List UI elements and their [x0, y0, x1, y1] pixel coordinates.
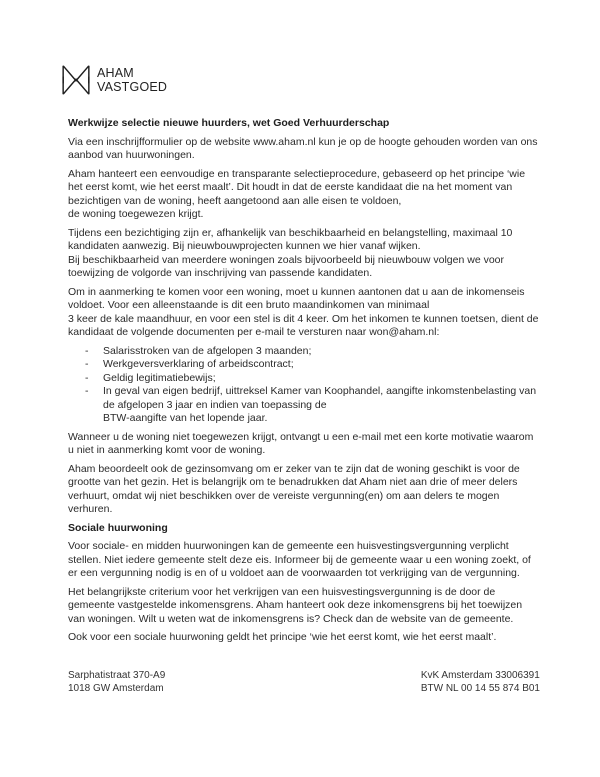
footer-address-street: Sarphatistraat 370-A9: [68, 670, 166, 681]
paragraph-income-requirement: Om in aanmerking te komen voor een woning, moet u kunnen aantonen dat u aan de inkomenseis voldoet. Voor een alleenstaande is dit een bruto maandinkomen van minimaal 3 keer de kale maandhuur, en voor een stel is dit 4 keer. Om het inkomen te kunnen toetsen, dient de kandidaat de volgende documenten per e-mail te versturen naar won@aham.nl:: [68, 285, 539, 338]
paragraph-social-principle: Ook voor een sociale huurwoning geldt het principe ‘wie het eerst komt, wie het eerst maalt’.: [68, 631, 497, 643]
list-item-text: Werkgeversverklaring of arbeidscontract;: [103, 358, 294, 370]
dash-marker: -: [85, 371, 89, 384]
dash-marker: -: [85, 358, 89, 370]
document-footer: [68, 669, 540, 695]
document-body: [68, 117, 590, 650]
brand-header: [62, 65, 167, 95]
dash-marker: -: [85, 385, 89, 397]
logo-wordmark-line2: VASTGOED: [97, 80, 168, 94]
footer-kvk: KvK Amsterdam 33006391: [420, 670, 540, 681]
footer-btw: BTW NL 00 14 55 874 B01: [420, 683, 540, 694]
dash-marker: -: [85, 344, 89, 357]
paragraph-intro: Via een inschrijfformulier op de website www.aham.nl kun je op de hoogte gehouden worden van ons aanbod van huurwoningen.: [68, 135, 538, 161]
paragraph-viewing: Tijdens een bezichtiging zijn er, afhankelijk van beschikbaarheid en belangstelling, maximaal 10 kandidaten aanwezig. Bij nieuwbouwprojecten kunnen we hier vanaf wijken. Bij beschikbaarheid van meerdere woningen zoals bijvoorbeeld bij nieuwbouw volgen we voor toewijzing de volgorde van inschrijving van passende kandidaten.: [68, 226, 513, 279]
footer-registration: [421, 669, 540, 695]
list-item-text: Geldig legitimatiebewijs;: [103, 371, 216, 384]
logo-wordmark-line1: AHAM: [97, 65, 134, 80]
required-documents-list: [68, 345, 590, 426]
section-heading-sociale-huurwoning: Sociale huurwoning: [68, 521, 168, 534]
paragraph-selection-procedure: Aham hanteert een eenvoudige en transparante selectieprocedure, gebaseerd op het principe ‘wie het eerst komt, wie het eerst maalt’. Dit houdt in dat de eerste kandidaat die na het moment van bezichtigen van de woning, heeft aangetoond aan alle eisen te voldoen, de woning toegewezen krijgt.: [68, 167, 526, 220]
list-item: [68, 358, 590, 372]
document-title: Werkwijze selectie nieuwe huurders, wet Goed Verhuurderschap: [68, 117, 390, 129]
aham-logo-icon: [62, 65, 90, 95]
footer-address-city: 1018 GW Amsterdam: [68, 683, 164, 694]
paragraph-income-limit: Het belangrijkste criterium voor het verkrijgen van een huisvestingsvergunning is de door de gemeente vastgestelde inkomensgrens. Aham hanteert ook deze inkomensgrens bij het toewijzen van woningen. Wilt u weten wat de inkomensgrens is? Check dan de website van de gemeente.: [68, 585, 523, 625]
list-item: [68, 345, 590, 359]
paragraph-rejection-notice: Wanneer u de woning niet toegewezen krijgt, ontvangt u een e-mail met een korte motivatie waarom u niet in aanmerking komt voor de woning.: [68, 430, 534, 456]
paragraph-housing-permit: Voor sociale- en midden huurwoningen kan de gemeente een huisvestingsvergunning verplicht stellen. Niet iedere gemeente stelt deze eis. Informeer bij de gemeente waar u een woning zoekt, of er een vergunning nodig is en of u voldoet aan de voorwaarden tot verkrijging van de vergunning.: [68, 540, 531, 579]
logo-wordmark: [97, 66, 167, 95]
list-item: [68, 385, 590, 426]
footer-address: [68, 669, 165, 695]
paragraph-family-size: Aham beoordeelt ook de gezinsomvang om er zeker van te zijn dat de woning geschikt is voor de grootte van het gezin. Het is belangrijk om te benadrukken dat Aham niet aan drie of meer delers verhuurt, omdat wij niet beschikken over de vereiste vergunning(en) om aan delers te mogen verhuren.: [68, 462, 520, 515]
list-item-text: In geval van eigen bedrijf, uittreksel Kamer van Koophandel, aangifte inkomstenbelasting van de afgelopen 3 jaar en indien van toepassing de BTW-aangifte van het lopende jaar.: [103, 385, 537, 424]
list-item-text: Salarisstroken van de afgelopen 3 maanden;: [103, 344, 312, 357]
list-item: [68, 372, 590, 386]
